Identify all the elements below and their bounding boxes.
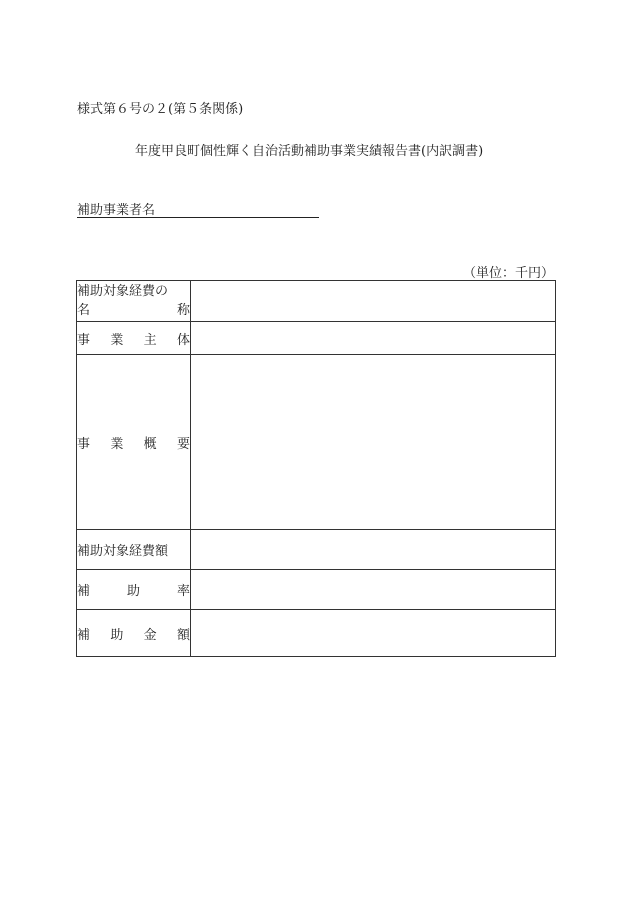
row-label-subsidy-rate bbox=[77, 570, 191, 610]
label-char: 名 bbox=[77, 303, 91, 318]
label-char: 事 bbox=[77, 436, 91, 452]
label-char: 助 bbox=[110, 627, 124, 643]
table-row bbox=[77, 570, 556, 610]
label-char: 率 bbox=[176, 584, 190, 599]
label-line: 補助対象経費の bbox=[77, 284, 169, 299]
row-label-operator bbox=[77, 322, 191, 355]
table-row bbox=[77, 610, 556, 657]
label-char: 主 bbox=[143, 332, 157, 348]
expense-name-cell[interactable] bbox=[191, 281, 556, 322]
label-char: 助 bbox=[126, 584, 140, 599]
label-char: 金 bbox=[143, 627, 157, 643]
label-char: 称 bbox=[176, 303, 190, 318]
row-label-expense-name bbox=[77, 281, 191, 322]
expense-amount-cell[interactable] bbox=[191, 530, 556, 570]
subsidy-rate-cell[interactable] bbox=[191, 570, 556, 610]
table-row bbox=[77, 281, 556, 322]
summary-cell[interactable] bbox=[191, 355, 556, 530]
table-row bbox=[77, 530, 556, 570]
row-label-subsidy-amount bbox=[77, 610, 191, 657]
document-title: 年度甲良町個性輝く自治活動補助事業実績報告書(内訳調書) bbox=[135, 144, 484, 159]
form-number: 様式第６号の２(第５条関係) bbox=[77, 102, 244, 117]
label-char: 業 bbox=[110, 332, 124, 348]
applicant-name-label: 補助事業者名 bbox=[77, 203, 156, 218]
subsidy-amount-cell[interactable] bbox=[191, 610, 556, 657]
label-char: 補 bbox=[77, 584, 91, 599]
label-char: 額 bbox=[176, 627, 190, 643]
label-text: 補助対象経費額 bbox=[77, 544, 169, 559]
label-char: 業 bbox=[110, 436, 124, 452]
label-char: 事 bbox=[77, 332, 91, 348]
label-char: 要 bbox=[176, 436, 190, 452]
applicant-name-field[interactable] bbox=[77, 203, 319, 218]
row-label-expense-amount bbox=[77, 530, 191, 570]
row-label-summary bbox=[77, 355, 191, 530]
table-row bbox=[77, 355, 556, 530]
table-row bbox=[77, 322, 556, 355]
unit-label: （単位：千円） bbox=[462, 266, 554, 281]
label-char: 体 bbox=[176, 332, 190, 348]
label-char: 補 bbox=[77, 627, 91, 643]
label-char: 概 bbox=[143, 436, 157, 452]
breakdown-table bbox=[76, 280, 556, 657]
operator-cell[interactable] bbox=[191, 322, 556, 355]
